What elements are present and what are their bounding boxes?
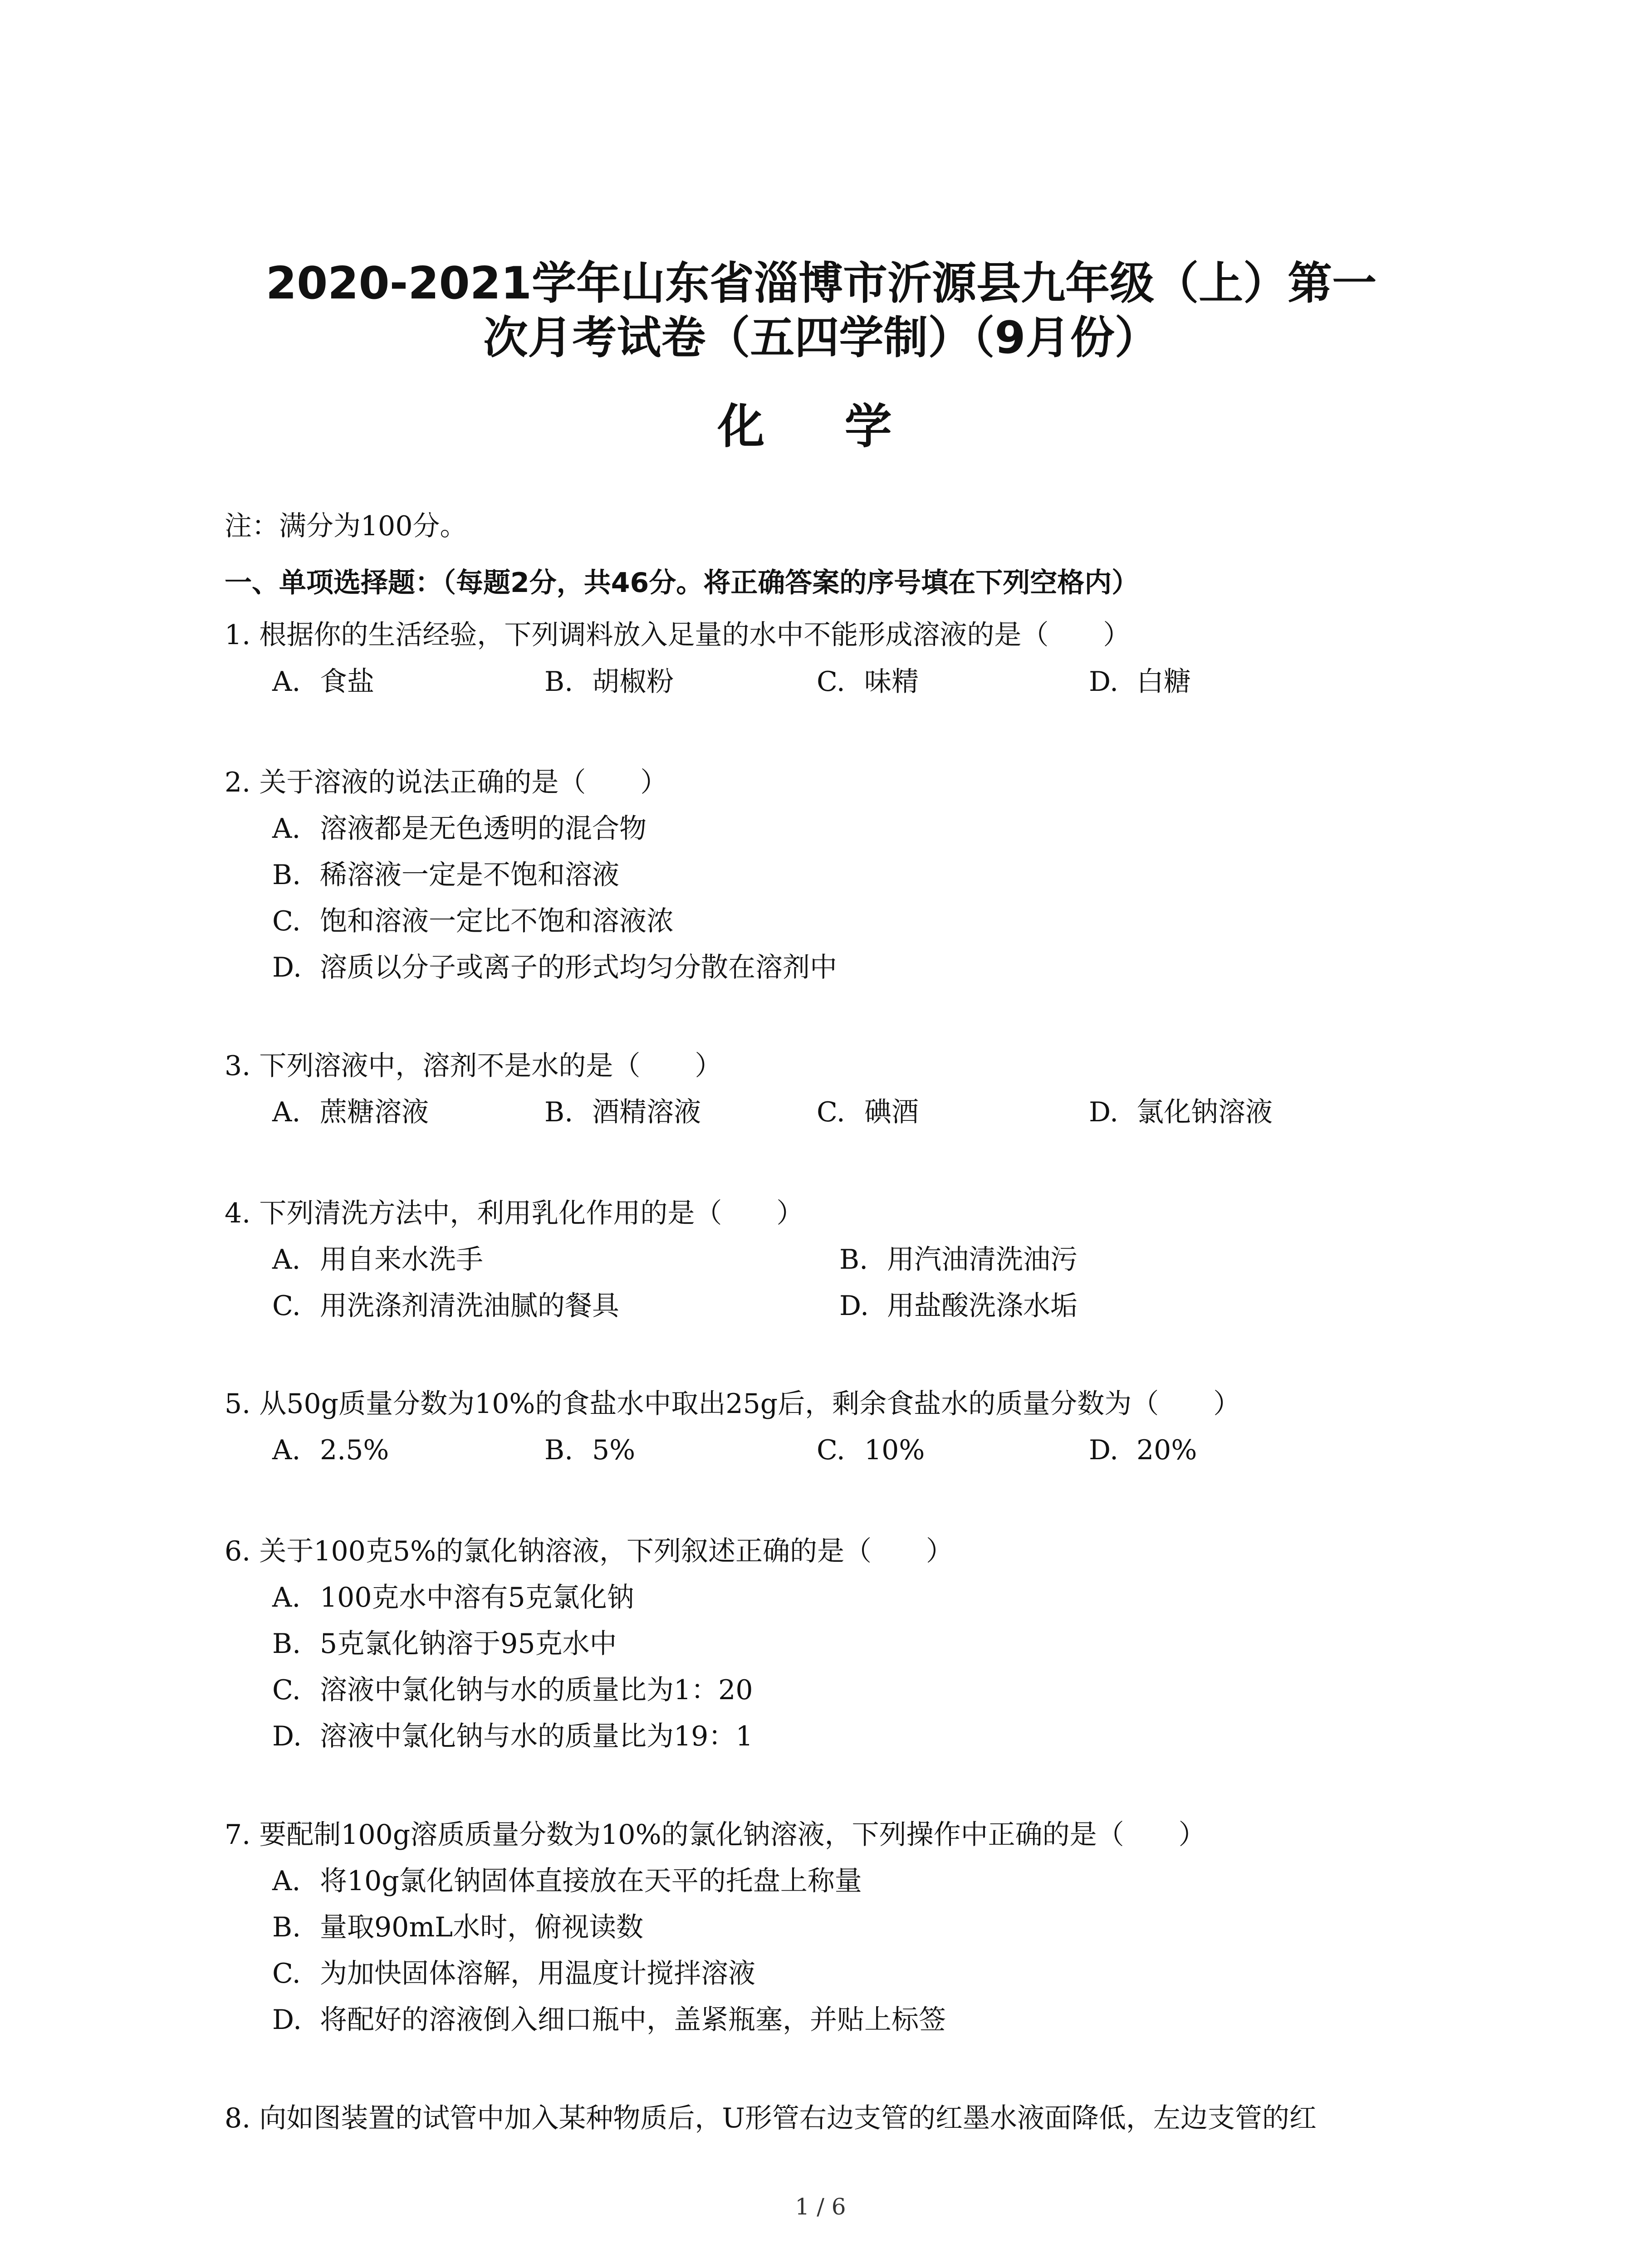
option-letter: A. [272, 1096, 301, 1128]
option-text: 2.5% [320, 1434, 389, 1466]
option-text: 10% [864, 1434, 925, 1466]
option-text: 溶质以分子或离子的形式均匀分散在溶剂中 [320, 952, 837, 983]
exam-title-line2: 次月考试卷（五四学制）（9月份） [483, 312, 1159, 364]
question-6-option-a [272, 1577, 634, 1618]
section-heading: 一、单项选择题：（每题2分，共46分。将正确答案的序号填在下列空格内） [225, 567, 1139, 599]
option-letter: B. [544, 666, 573, 698]
question-2-stem: 2. 关于溶液的说法正确的是（ ） [225, 767, 668, 798]
option-text: 胡椒粉 [592, 666, 674, 698]
option-text: 用自来水洗手 [320, 1244, 483, 1276]
option-letter: A. [272, 1244, 301, 1276]
question-1-option-c [817, 661, 919, 702]
question-2-option-c [272, 901, 674, 942]
option-text: 味精 [864, 666, 919, 698]
option-text: 为加快固体溶解，用温度计搅拌溶液 [320, 1958, 755, 1989]
option-text: 蔗糖溶液 [320, 1096, 429, 1128]
option-text: 溶液中氯化钠与水的质量比为19：1 [320, 1721, 753, 1752]
option-text: 5克氯化钠溶于95克水中 [320, 1628, 617, 1660]
option-text: 将10g氯化钠固体直接放在天平的托盘上称量 [320, 1865, 862, 1897]
option-text: 100克水中溶有5克氯化钠 [320, 1582, 634, 1613]
question-7-stem: 7. 要配制100g溶质质量分数为10%的氯化钠溶液，下列操作中正确的是（ ） [225, 1819, 1206, 1851]
page-number: 1 / 6 [795, 2194, 846, 2220]
question-2-option-d [272, 947, 837, 988]
question-4-option-b [839, 1239, 1078, 1280]
option-letter: A. [272, 1434, 301, 1466]
option-text: 饱和溶液一定比不饱和溶液浓 [320, 905, 674, 937]
option-letter: D. [839, 1290, 869, 1322]
option-text: 用洗涤剂清洗油腻的餐具 [320, 1290, 619, 1322]
option-letter: A. [272, 813, 301, 845]
question-4-option-a [272, 1239, 483, 1280]
question-3-option-c [817, 1092, 919, 1133]
option-text: 将配好的溶液倒入细口瓶中，盖紧瓶塞，并贴上标签 [320, 2004, 946, 2036]
question-6-option-b [272, 1623, 617, 1664]
question-3-option-b [544, 1092, 701, 1133]
option-text: 白糖 [1136, 666, 1191, 698]
option-letter: B. [839, 1244, 868, 1276]
question-7-option-d [272, 1999, 946, 2040]
question-1-option-a [272, 661, 374, 702]
option-letter: D. [1089, 1096, 1119, 1128]
question-7-option-a [272, 1861, 862, 1901]
question-3-stem: 3. 下列溶液中，溶剂不是水的是（ ） [225, 1050, 722, 1082]
subject-heading: 化 学 [717, 399, 924, 454]
question-5-stem: 5. 从50g质量分数为10%的食盐水中取出25g后，剩余食盐水的质量分数为（ ） [225, 1388, 1241, 1420]
question-1-option-b [544, 661, 674, 702]
question-5-option-c [817, 1430, 925, 1471]
option-letter: B. [544, 1096, 573, 1128]
question-1-option-d [1089, 661, 1191, 702]
option-text: 5% [592, 1434, 636, 1466]
question-3-option-d [1089, 1092, 1273, 1133]
question-6-option-c [272, 1670, 753, 1711]
option-text: 用汽油清洗油污 [887, 1244, 1078, 1276]
question-1-stem: 1. 根据你的生活经验，下列调料放入足量的水中不能形成溶液的是（ ） [225, 619, 1131, 651]
option-text: 量取90mL水时，俯视读数 [320, 1911, 644, 1943]
option-text: 20% [1136, 1434, 1197, 1466]
question-5-option-a [272, 1430, 389, 1471]
option-text: 用盐酸洗涤水垢 [887, 1290, 1078, 1322]
option-letter: B. [272, 1628, 301, 1660]
question-5-option-d [1089, 1430, 1197, 1471]
option-letter: C. [272, 905, 301, 937]
option-letter: B. [544, 1434, 573, 1466]
option-letter: D. [272, 952, 302, 983]
option-letter: A. [272, 666, 301, 698]
question-8-stem: 8. 向如图装置的试管中加入某种物质后，U形管右边支管的红墨水液面降低，左边支管的红 [225, 2102, 1317, 2134]
option-letter: C. [817, 1096, 845, 1128]
option-letter: A. [272, 1582, 301, 1613]
question-4-stem: 4. 下列清洗方法中，利用乳化作用的是（ ） [225, 1198, 804, 1229]
option-letter: C. [272, 1290, 301, 1322]
option-text: 食盐 [320, 666, 374, 698]
option-letter: D. [1089, 1434, 1119, 1466]
option-letter: D. [272, 2004, 302, 2036]
option-letter: A. [272, 1865, 301, 1897]
question-4-option-c [272, 1286, 619, 1326]
option-letter: C. [817, 1434, 845, 1466]
option-letter: C. [817, 666, 845, 698]
option-letter: C. [272, 1674, 301, 1706]
option-text: 氯化钠溶液 [1136, 1096, 1273, 1128]
option-text: 稀溶液一定是不饱和溶液 [320, 859, 619, 891]
question-6-stem: 6. 关于100克5%的氯化钠溶液，下列叙述正确的是（ ） [225, 1535, 954, 1567]
question-6-option-d [272, 1716, 753, 1757]
question-2-option-b [272, 855, 619, 895]
option-text: 碘酒 [864, 1096, 919, 1128]
option-letter: D. [272, 1721, 302, 1752]
question-5-option-b [544, 1430, 635, 1471]
exam-title-line1: 2020-2021学年山东省淄博市沂源县九年级（上）第一 [265, 258, 1377, 309]
option-letter: D. [1089, 666, 1119, 698]
question-3-option-a [272, 1092, 429, 1133]
option-letter: C. [272, 1958, 301, 1989]
score-note: 注：满分为100分。 [225, 510, 467, 542]
question-2-option-a [272, 808, 647, 849]
option-letter: B. [272, 1911, 301, 1943]
option-text: 酒精溶液 [592, 1096, 701, 1128]
question-7-option-b [272, 1907, 643, 1948]
question-7-option-c [272, 1953, 755, 1994]
option-text: 溶液都是无色透明的混合物 [320, 813, 647, 845]
option-letter: B. [272, 859, 301, 891]
option-text: 溶液中氯化钠与水的质量比为1：20 [320, 1674, 753, 1706]
question-4-option-d [839, 1286, 1078, 1326]
